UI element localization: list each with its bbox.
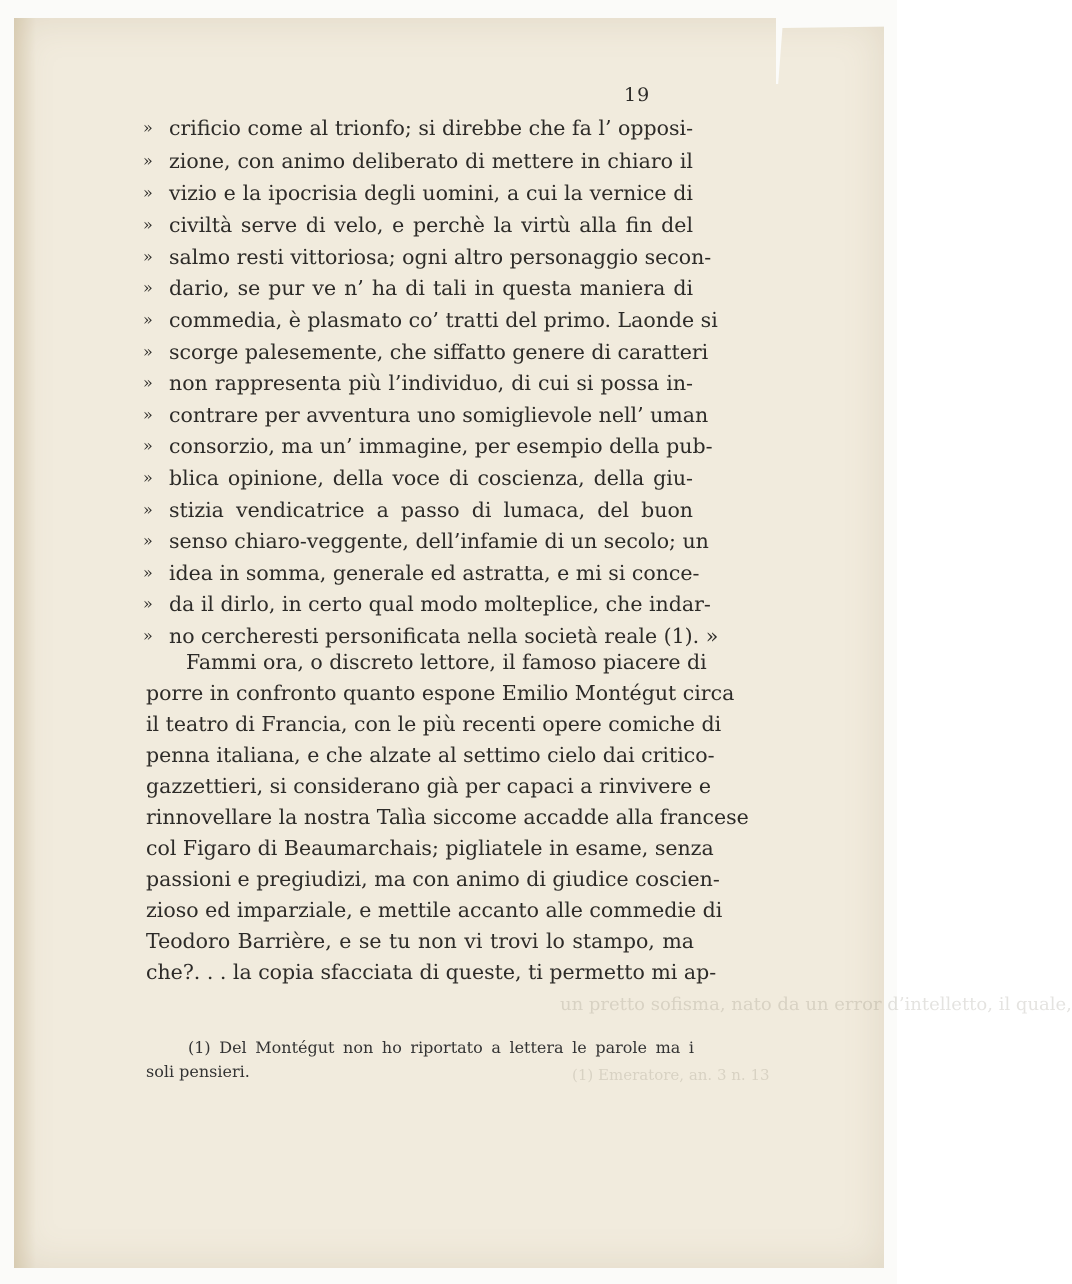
quote-mark: »: [143, 405, 153, 424]
footnote-line: (1) Del Montégut non ho riportato a lettera le parole ma i: [188, 1038, 694, 1057]
quote-mark: »: [143, 436, 153, 455]
line-text: scorge palesemente, che siffatto genere di caratteri: [169, 340, 709, 364]
quote-mark: »: [143, 310, 153, 329]
line-text: penna italiana, e che alzate al settimo cielo dai critico-: [146, 743, 715, 767]
bleed-through-text: (1) Emeratore, an. 3 n. 13: [572, 1066, 770, 1084]
line-text: che?. . . la copia sfacciata di queste, ti permetto mi ap-: [146, 960, 717, 984]
line-text: il teatro di Francia, con le più recenti opere comiche di: [146, 712, 722, 736]
bleed-through-text: un pretto sofisma, nato da un error d’intelletto, il quale,: [560, 994, 1072, 1015]
line-text: zione, con animo deliberato di mettere in chiaro il: [169, 149, 693, 173]
footnote-line: soli pensieri.: [146, 1062, 250, 1081]
line-text: passioni e pregiudizi, ma con animo di giudice coscien-: [146, 867, 720, 891]
quote-mark: »: [143, 215, 153, 234]
line-text: da il dirlo, in certo qual modo molteplice, che indar-: [169, 592, 711, 616]
quote-mark: »: [143, 468, 153, 487]
quote-mark: »: [143, 118, 153, 137]
line-text: non rappresenta più l’individuo, di cui si possa in-: [169, 371, 693, 395]
line-text: porre in confronto quanto espone Emilio Montégut circa: [146, 681, 735, 705]
line-text: consorzio, ma un’ immagine, per esempio della pub-: [169, 434, 713, 458]
line-text: salmo resti vittoriosa; ogni altro personaggio secon-: [169, 245, 712, 269]
line-text: Fammi ora, o discreto lettore, il famoso piacere di: [186, 650, 707, 674]
line-text: gazzettieri, si considerano già per capaci a rinvivere e: [146, 774, 711, 798]
line-text: no cercheresti personificata nella società reale (1). »: [169, 624, 719, 648]
line-text: col Figaro di Beaumarchais; pigliatele in esame, senza: [146, 836, 714, 860]
line-text: contrare per avventura uno somiglievole nell’ uman: [169, 403, 709, 427]
quote-mark: »: [143, 563, 153, 582]
quote-mark: »: [143, 373, 153, 392]
line-text: senso chiaro-veggente, dell’infamie di un secolo; un: [169, 529, 709, 553]
page-number: 19: [624, 84, 651, 106]
line-text: commedia, è plasmato co’ tratti del primo. Laonde si: [169, 308, 718, 332]
quote-mark: »: [143, 626, 153, 645]
quote-mark: »: [143, 183, 153, 202]
line-text: zioso ed imparziale, e mettile accanto alle commedie di: [146, 898, 723, 922]
quote-mark: »: [143, 278, 153, 297]
line-text: vizio e la ipocrisia degli uomini, a cui la vernice di: [169, 181, 693, 205]
line-text: civiltà serve di velo, e perchè la virtù alla fin del: [169, 213, 693, 237]
line-text: Teodoro Barrière, e se tu non vi trovi lo stampo, ma: [146, 929, 694, 953]
line-text: rinnovellare la nostra Talìa siccome accadde alla francese: [146, 805, 749, 829]
quote-mark: »: [143, 247, 153, 266]
quote-mark: »: [143, 151, 153, 170]
quote-mark: »: [143, 531, 153, 550]
line-text: crificio come al trionfo; si direbbe che fa l’ opposi-: [169, 116, 693, 140]
line-text: dario, se pur ve n’ ha di tali in questa maniera di: [169, 276, 693, 300]
line-text: stizia vendicatrice a passo di lumaca, del buon: [169, 498, 693, 522]
line-text: idea in somma, generale ed astratta, e mi si conce-: [169, 561, 700, 585]
quote-mark: »: [143, 500, 153, 519]
quote-mark: »: [143, 342, 153, 361]
line-text: blica opinione, della voce di coscienza, della giu-: [169, 466, 693, 490]
quote-mark: »: [143, 594, 153, 613]
